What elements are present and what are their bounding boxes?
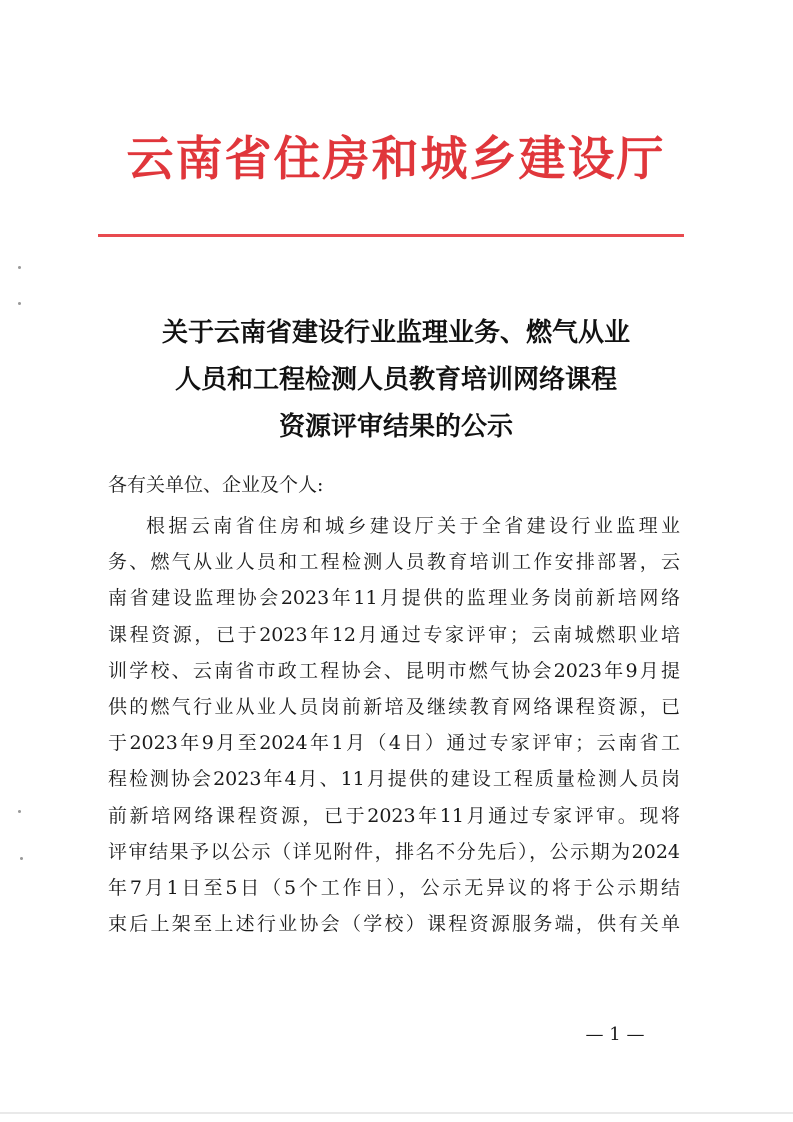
body-line: 年7月1日至5日（5个工作日），公示无异议的将于公示期结 [108, 877, 680, 900]
scan-speck [18, 266, 21, 269]
document-title [96, 310, 696, 451]
scan-speck [20, 857, 23, 860]
body-line: 南省建设监理协会2023年11月提供的监理业务岗前新培网络 [108, 587, 680, 610]
body-line: 评审结果予以公示（详见附件，排名不分先后），公示期为2024 [108, 840, 680, 863]
body-line: 根据云南省住房和城乡建设厅关于全省建设行业监理业 [146, 515, 680, 537]
document-title-line: 关于云南省建设行业监理业务、燃气从业 [161, 318, 630, 348]
body-line: 于2023年9月至2024年1月（4日）通过专家评审；云南省工 [108, 732, 680, 755]
body-line: 供的燃气行业从业人员岗前新培及继续教育网络课程资源，已 [108, 696, 680, 719]
scan-speck [18, 810, 21, 813]
salutation: 各有关单位、企业及个人: [108, 474, 324, 496]
scan-speck [18, 302, 21, 305]
scan-bottom-edge [0, 1112, 793, 1114]
body-line: 训学校、云南省市政工程协会、昆明市燃气协会2023年9月提 [108, 659, 680, 682]
issuing-organization-header: 云南省住房和城乡建设厅 [126, 132, 666, 187]
body-line: 前新培网络课程资源，已于2023年11月通过专家评审。现将 [108, 804, 680, 827]
body-line: 束后上架至上述行业协会（学校）课程资源服务端，供有关单 [108, 913, 680, 936]
body-line: 课程资源，已于2023年12月通过专家评审；云南城燃职业培 [108, 623, 680, 646]
document-title-line: 人员和工程检测人员教育培训网络课程 [174, 365, 617, 395]
red-header-divider [98, 234, 684, 237]
document-title-line: 资源评审结果的公示 [278, 412, 513, 442]
body-line: 务、燃气从业人员和工程检测人员教育培训工作安排部署，云 [108, 551, 680, 574]
body-line: 程检测协会2023年4月、11月提供的建设工程质量检测人员岗 [108, 768, 680, 791]
body-paragraph [108, 508, 680, 942]
page-number: — 1 — [585, 1024, 645, 1045]
